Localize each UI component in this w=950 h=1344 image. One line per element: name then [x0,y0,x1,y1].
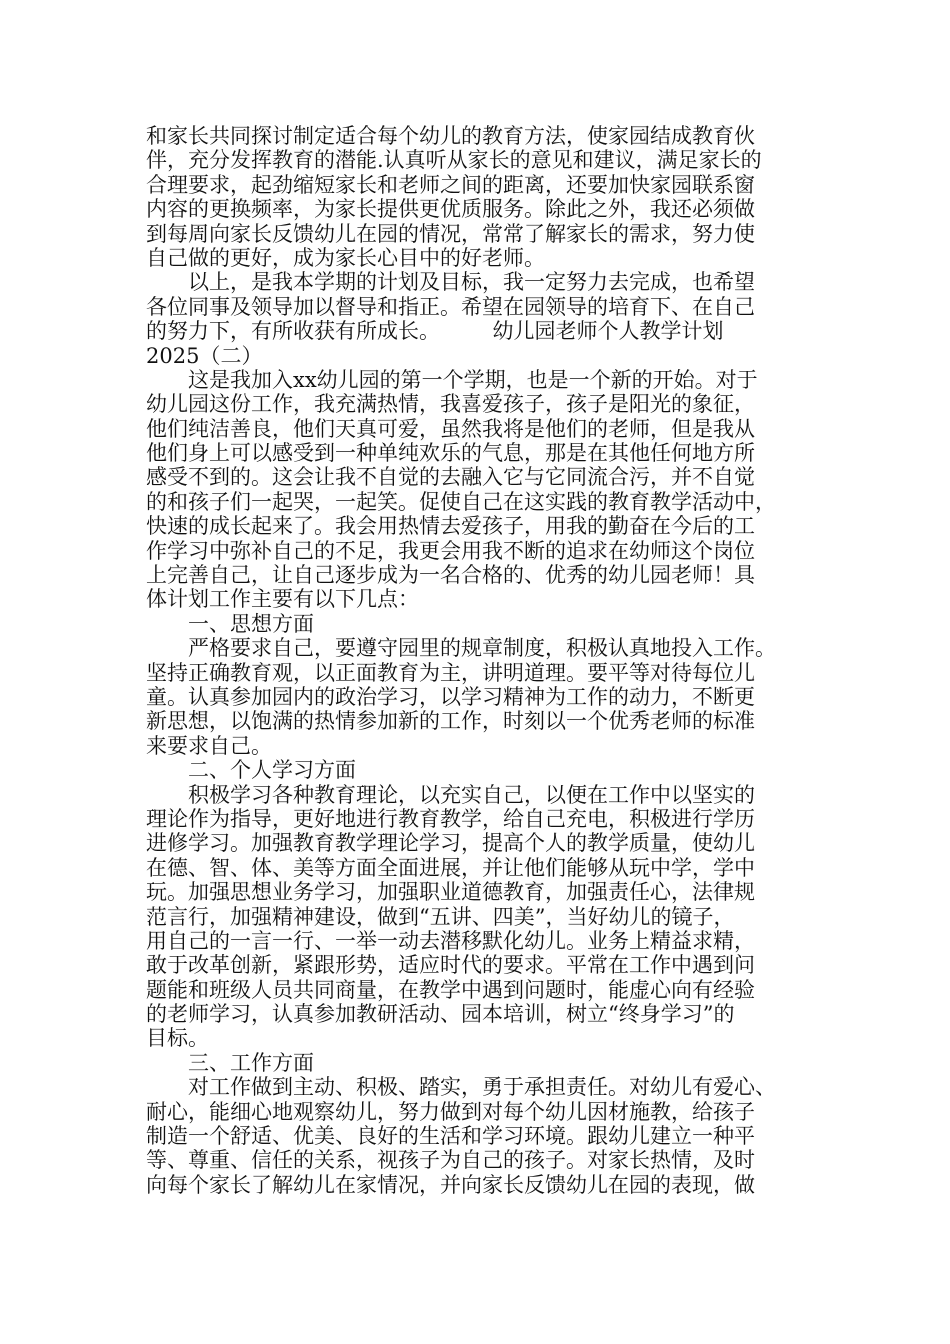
text-line: 用自己的一言一行、一举一动去潜移默化幼儿。业务上精益求精， [146,928,755,953]
text-line: 范言行，加强精神建设，做到“五讲、四美”，当好幼儿的镜子， [146,904,735,929]
text-line: 各位同事及领导加以督导和指正。希望在园领导的培育下、在自己 [146,294,755,319]
text-line: 严格要求自己，要遵守园里的规章制度，积极认真地投入工作。 [188,636,776,661]
text-line: 的努力下，有所收获有所成长。 幼儿园老师个人教学计划 [146,319,724,344]
text-line: 在德、智、体、美等方面全面进展，并让他们能够从玩中学，学中 [146,855,755,880]
text-line: 对工作做到主动、积极、踏实，勇于承担责任。对幼儿有爱心、 [188,1075,776,1100]
text-line: 体计划工作主要有以下几点： [146,587,419,612]
text-line: 合理要求，起劲缩短家长和老师之间的距离，还要加快家园联系窗 [146,172,755,197]
text-line: 内容的更换频率，为家长提供更优质服务。除此之外，我还必须做 [146,197,755,222]
text-line: 快速的成长起来了。我会用热情去爱孩子，用我的勤奋在今后的工 [146,514,755,539]
text-line: 三、工作方面 [188,1050,314,1075]
text-line: 坚持正确教育观，以正面教育为主，讲明道理。要平等对待每位儿 [146,660,755,685]
text-line: 二、个人学习方面 [188,758,356,783]
text-line: 来要求自己。 [146,733,272,758]
text-line: 幼儿园这份工作，我充满热情，我喜爱孩子，孩子是阳光的象征， [146,392,755,417]
text-line: 理论作为指导，更好地进行教育教学，给自己充电，积极进行学历 [146,806,755,831]
text-line: 上完善自己，让自己逐步成为一名合格的、优秀的幼儿园老师！具 [146,563,755,588]
text-line: 以上，是我本学期的计划及目标，我一定努力去完成，也希望 [188,270,755,295]
text-line: 耐心，能细心地观察幼儿，努力做到对每个幼儿因材施教，给孩子 [146,1099,755,1124]
text-line: 他们纯洁善良，他们天真可爱，虽然我将是他们的老师，但是我从 [146,416,755,441]
text-line: 目标。 [146,1026,209,1051]
text-line: 感受不到的。这会让我不自觉的去融入它与它同流合污，并不自觉 [146,465,755,490]
text-line: 到每周向家长反馈幼儿在园的情况，常常了解家长的需求，努力使 [146,221,755,246]
document-body [146,124,826,1197]
text-line: 一、思想方面 [188,611,314,636]
text-line: 等、尊重、信任的关系，视孩子为自己的孩子。对家长热情，及时 [146,1148,755,1173]
text-line: 进修学习。加强教育教学理论学习，提高个人的教学质量，使幼儿 [146,831,755,856]
text-line: 积极学习各种教育理论，以充实自己，以便在工作中以坚实的 [188,782,755,807]
text-line: 和家长共同探讨制定适合每个幼儿的教育方法，使家园结成教育伙 [146,124,755,148]
text-line: 题能和班级人员共同商量，在教学中遇到问题时，能虚心向有经验 [146,977,755,1002]
text-line: 新思想，以饱满的热情参加新的工作，时刻以一个优秀老师的标准 [146,709,755,734]
text-line: 制造一个舒适、优美、良好的生活和学习环境。跟幼儿建立一种平 [146,1124,755,1149]
text-line: 玩。加强思想业务学习，加强职业道德教育，加强责任心，法律规 [146,880,755,905]
text-line: 2025（二） [146,343,263,368]
text-line: 自己做的更好，成为家长心目中的好老师。 [146,245,545,270]
text-line: 童。认真参加园内的政治学习，以学习精神为工作的动力，不断更 [146,684,755,709]
text-line: 他们身上可以感受到一种单纯欢乐的气息，那是在其他任何地方所 [146,441,755,466]
text-line: 的和孩子们一起哭，一起笑。促使自己在这实践的教育教学活动中， [146,489,776,514]
text-line: 向每个家长了解幼儿在家情况，并向家长反馈幼儿在园的表现，做 [146,1172,755,1197]
text-line: 敢于改革创新，紧跟形势，适应时代的要求。平常在工作中遇到问 [146,953,755,978]
text-line: 伴，充分发挥教育的潜能.认真听从家长的意见和建议，满足家长的 [146,148,762,173]
text-line: 作学习中弥补自己的不足，我更会用我不断的追求在幼师这个岗位 [146,538,755,563]
text-line: 的老师学习，认真参加教研活动、园本培训，树立“终身学习”的 [146,1002,735,1027]
text-line: 这是我加入xx幼儿园的第一个学期，也是一个新的开始。对于 [188,367,758,392]
